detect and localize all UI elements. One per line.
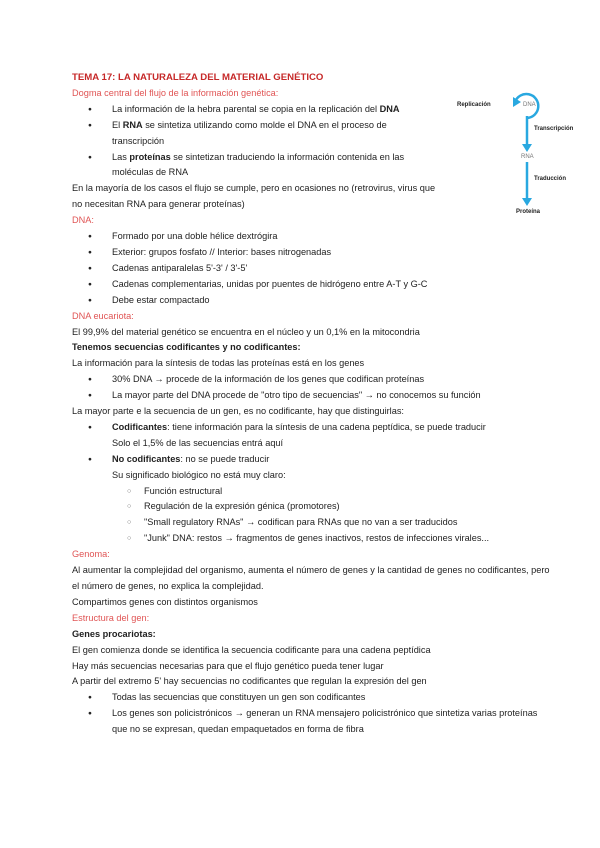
estructura-line: Hay más secuencias necesarias para que el flujo genético pueda tener lugar: [72, 660, 384, 671]
label-transcripcion: Transcripción: [534, 126, 574, 132]
list-item: ○ "Small regulatory RNAs" → codifican para RNAs que no van a ser traducidos: [72, 515, 552, 531]
dogma-list: [72, 102, 432, 182]
list-item: ● Cadenas antiparalelas 5'-3' / 3'-5': [72, 261, 552, 277]
list-item: ● Todas las secuencias que constituyen un gen son codificantes: [72, 690, 552, 706]
estructura-list: [72, 690, 552, 738]
subheading-secuencias: Tenemos secuencias codificantes y no codificantes:: [72, 342, 301, 353]
heading-dna: DNA:: [72, 215, 94, 226]
label-proteina: Proteína: [516, 209, 541, 215]
list-item: ● No codificantes: no se puede traducir: [72, 452, 552, 468]
list-item: ● Codificantes: tiene información para la síntesis de una cadena peptídica, se puede traducir: [72, 420, 552, 436]
list-item: ● Cadenas complementarias, unidas por puentes de hidrógeno entre A-T y G-C: [72, 277, 552, 293]
label-rna: RNA: [521, 154, 534, 160]
dogma-paragraph: En la mayoría de los casos el flujo se cumple, pero en ocasiones no (retrovirus, virus que no necesitan RNA para generar proteínas): [72, 183, 436, 210]
heading-dogma: Dogma central del flujo de la información genética:: [72, 87, 279, 98]
list-item: ● Exterior: grupos fosfato // Interior: bases nitrogenadas: [72, 245, 552, 261]
genoma-paragraph: Al aumentar la complejidad del organismo, aumenta el número de genes y la cantidad de genes no codificantes, pero el número de genes, no explica la complejidad.: [72, 565, 550, 591]
list-item: ● Los genes son policistrónicos → generan un RNA mensajero policistrónico que sintetiza varias proteínas que no se expresan, quedan empaquetados en forma de fibra: [72, 706, 552, 738]
eucariota-list: [72, 372, 552, 404]
eucariota-line: La información para la síntesis de todas las proteínas está en los genes: [72, 358, 365, 369]
heading-genoma: Genoma:: [72, 549, 110, 560]
estructura-line: A partir del extremo 5' hay secuencias no codificantes que regulan la expresión del gen: [72, 676, 427, 687]
estructura-line: El gen comienza donde se identifica la secuencia codificante para una cadena peptídica: [72, 644, 431, 655]
list-item: ○ "Junk" DNA: restos → fragmentos de genes inactivos, restos de infecciones virales...: [72, 531, 552, 547]
list-item: ● Formado por una doble hélice dextrógira: [72, 229, 552, 245]
subheading-procariotas: Genes procariotas:: [72, 628, 156, 639]
heading-dna-eucariota: DNA eucariota:: [72, 310, 134, 321]
list-item: ● El RNA se sintetiza utilizando como molde el DNA en el proceso de transcripción: [72, 118, 432, 150]
list-item: ○ Regulación de la expresión génica (promotores): [72, 499, 552, 515]
eucariota-line: El 99,9% del material genético se encuentra en el núcleo y un 0,1% en la mitocondria: [72, 326, 420, 337]
dna-list: [72, 229, 552, 309]
list-item: ● Debe estar compactado: [72, 293, 552, 309]
no-codificantes-sublist: [72, 484, 552, 548]
codificantes-list: [72, 420, 552, 436]
heading-estructura: Estructura del gen:: [72, 612, 150, 623]
no-codificantes-list: [72, 452, 552, 468]
list-item: ● 30% DNA → procede de la información de los genes que codifican proteínas: [72, 372, 552, 388]
no-codificantes-note: Su significado biológico no está muy claro:: [112, 469, 286, 480]
list-item: ○ Función estructural: [72, 484, 552, 500]
label-dna: DNA: [523, 102, 536, 108]
label-replicacion: Replicación: [457, 102, 491, 108]
list-item: ● La información de la hebra parental se copia en la replicación del DNA: [72, 102, 432, 118]
list-item: ● Las proteínas se sintetizan traduciendo la información contenida en las moléculas de RNA: [72, 150, 432, 182]
label-traduccion: Traducción: [534, 176, 567, 182]
genoma-line: Compartimos genes con distintos organismos: [72, 596, 258, 607]
list-item: ● La mayor parte del DNA procede de "otro tipo de secuencias" → no conocemos su función: [72, 388, 552, 404]
central-dogma-diagram: [455, 88, 595, 228]
page-title: TEMA 17: LA NATURALEZA DEL MATERIAL GENÉTICO: [72, 72, 324, 83]
codificantes-note: Solo el 1,5% de las secuencias entrá aquí: [112, 437, 284, 448]
eucariota-line: La mayor parte e la secuencia de un gen, es no codificante, hay que distinguirlas:: [72, 406, 404, 417]
